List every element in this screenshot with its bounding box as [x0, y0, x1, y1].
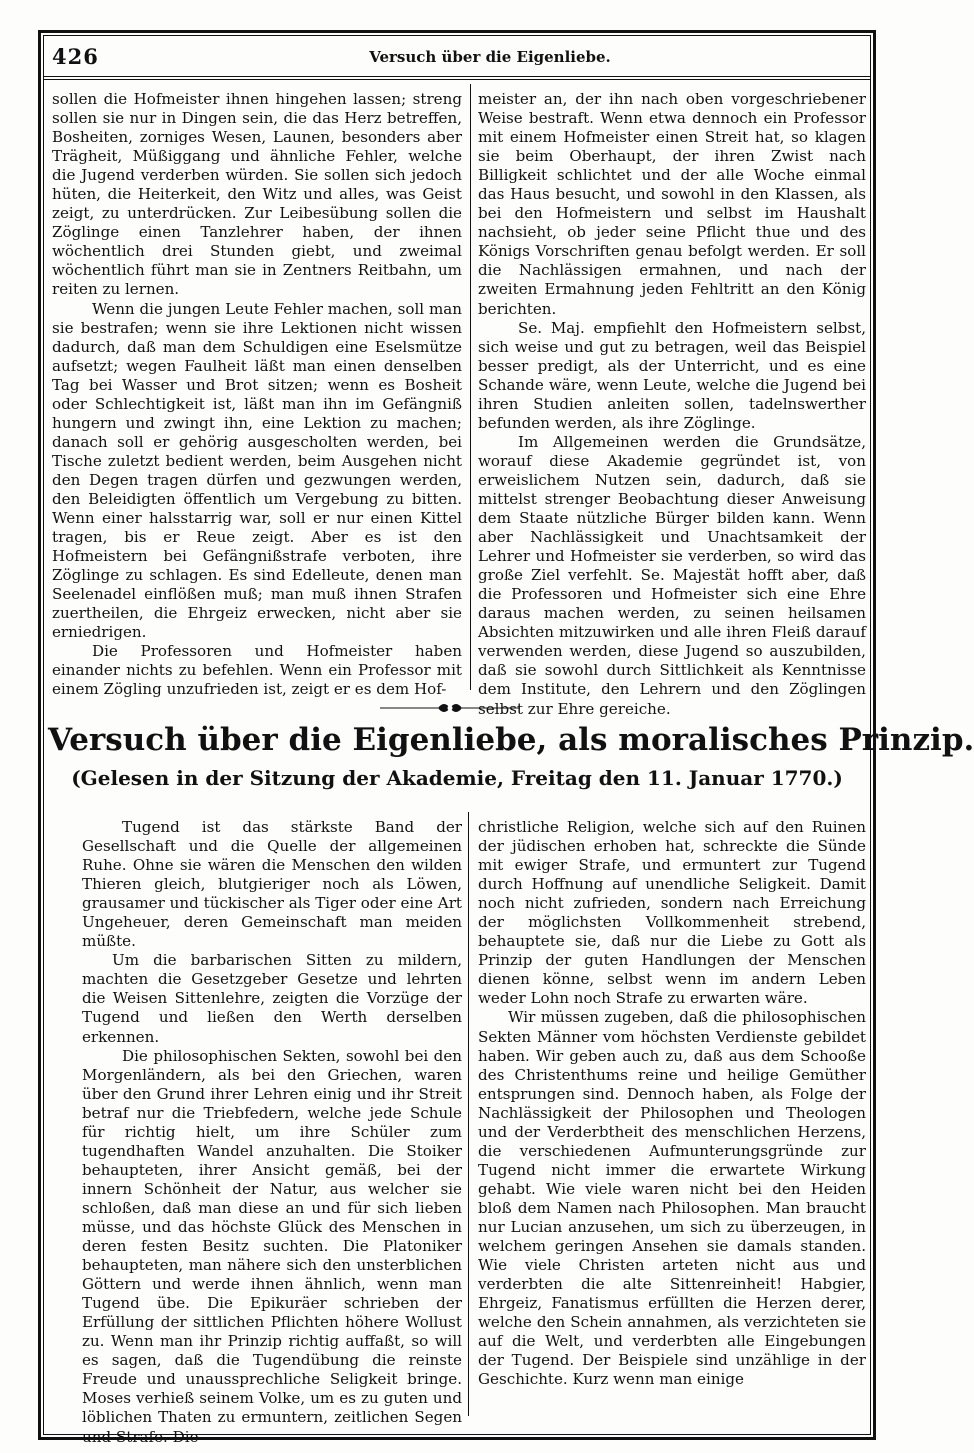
paragraph: Wir müssen zugeben, daß die philosophischen Sekten Männer vom höchsten Verdienste gebildet haben. Wir geben auch zu, daß aus dem Schooße des Christenthums reine und heilige Gemüther entsprungen sind. Dennoch haben, als Folge der Nachlässigkeit der Philosophen und Theologen und der Verderbtheit des menschlichen Herzens, die verschiedenen Aufmunterungsgründe zur Tugend nicht immer die erwartete Wirkung gehabt. Wie viele waren nicht bei den Heiden bloß dem Namen nach Philosophen. Man braucht nur Lucian anzusehen, um sich zu überzeugen, in welchem geringen Ansehen sie damals standen. Wie viele Christen arteten nicht aus und verderbten die alte Sittenreinheit! Habgier, Ehrgeiz, Fanatismus erfüllten die Herzen derer, welche den Schein annahmen, als verzichteten sie auf die Welt, und verderbten alle Eingebungen der Tugend. Der Beispiele sind unzählige in der Geschichte. Kurz wenn man einige — [478, 1008, 866, 1389]
header-rule-double — [43, 79, 871, 80]
lower-right-column — [478, 818, 866, 1416]
paragraph: Die Professoren und Hofmeister haben einander nichts zu befehlen. Wenn ein Professor mit einem Zögling unzufrieden ist, zeigt er es dem Hof- — [52, 642, 462, 699]
upper-right-column — [478, 90, 866, 718]
lower-left-column — [82, 818, 462, 1446]
paragraph: Im Allgemeinen werden die Grundsätze, worauf diese Akademie gegründet ist, von erweislichem Nutzen sein, dadurch, daß sie mittelst strenger Beobachtung dieser Anweisung dem Staate nützliche Bürger bilden kann. Wenn aber Nachlässigkeit und Unachtsamkeit der Lehrer und Hofmeister sie verderben, so wird das große Ziel verfehlt. Se. Majestät hofft aber, daß die Professoren und Hofmeister sich eine Ehre daraus machen werden, zu seinen heilsamen Absichten mitzuwirken und alle ihren Fleiß darauf verwenden werden, diese Jugend so auszubilden, daß sie sowohl durch Sittlichkeit als Kenntnisse dem Institute, den Lehrern und den Zöglingen selbst zur Ehre gereiche. — [478, 432, 866, 718]
page-number: 426 — [52, 44, 99, 69]
paragraph: Um die barbarischen Sitten zu mildern, machten die Gesetzgeber Gesetze und lehrten die Weisen Sittenlehre, zeigten die Vorzüge der Tugend und ließen den Werth derselben erkennen. — [82, 951, 462, 1046]
upper-left-column — [52, 90, 462, 699]
paragraph: Die philosophischen Sekten, sowohl bei den Morgenländern, als bei den Griechen, waren über den Grund ihrer Lehren einig und ihr Streit betraf nur die Triebfedern, welche jede Schule für richtig hielt, um ihre Schüler zum tugendhaften Wandel anzuhalten. Die Stoiker behaupteten, ihrer Ansicht gemäß, bei der innern Schönheit der Natur, aus welcher sie schloßen, daß man diese an und für sich lieben müsse, und das höchste Glück des Menschen in deren festen Besitz suchten. Die Platoniker behaupteten, man nähere sich den unsterblichen Göttern und werde ihnen ähnlich, wenn man Tugend übe. Die Epikuräer schrieben der Erfüllung der sittlichen Pflichten höhere Wollust zu. Wenn man ihr Prinzip richtig auffaßt, so will es sagen, daß die Tugendübung die reinste Freude und unaussprechliche Seligkeit bringe. Moses verhieß seinem Volke, um es zu guten und löblichen Thaten zu ermuntern, zeitlichen Segen und Strafe. Die — [82, 1046, 462, 1446]
header-rule — [43, 76, 871, 77]
paragraph: Tugend ist das stärkste Band der Gesellschaft und die Quelle der allgemeinen Ruhe. Ohne sie wären die Menschen den wilden Thieren gleich, blutgieriger noch als Löwen, grausamer und tückischer als Tiger oder eine Art Ungeheuer, deren Gemeinschaft man meiden müßte. — [82, 818, 462, 951]
column-rule — [470, 84, 471, 690]
paragraph: Se. Maj. empfiehlt den Hofmeistern selbst, sich weise und gut zu betragen, weil das Beispiel besser predigt, als der Unterricht, und es eine Schande wäre, wenn Leute, welche die Jugend bei ihren Studien anleiten sollen, tadelnswerther befunden werden, als ihre Zöglinge. — [478, 318, 866, 432]
running-head: Versuch über die Eigenliebe. — [369, 48, 611, 66]
paragraph: meister an, der ihn nach oben vorgeschriebener Weise bestraft. Wenn etwa dennoch ein Professor mit einem Hofmeister einen Streit hat, so klagen sie beim Oberhaupt, der ihren Zwist nach Billigkeit schlichtet und der alle Woche einmal das Haus besucht, und sowohl in den Klassen, als bei den Hofmeistern und selbst im Haushalt nachsieht, ob jeder seine Pflicht thue und des Königs Vorschriften genau befolgt werden. Er soll die Nachlässigen ermahnen, und nach der zweiten Ermahnung jeden Fehltritt an den König berichten. — [478, 90, 866, 318]
paragraph: Wenn die jungen Leute Fehler machen, soll man sie bestrafen; wenn sie ihre Lektionen nicht wissen dadurch, daß man dem Schuldigen eine Eselsmütze aufsetzt; wegen Faulheit läßt man einen denselben Tag bei Wasser und Brot sitzen; wenn es Bosheit oder Schlechtigkeit ist, läßt man ihn im Gefängniß hungern und zwingt ihn, eine Lektion zu machen; danach soll er gehörig ausgescholten werden, bei Tische zuletzt bedient werden, beim Ausgehen nicht den Degen tragen dürfen und gezwungen werden, den Beleidigten öffentlich um Vergebung zu bitten. Wenn einer halsstarrig war, soll er nur einen Kittel tragen, bis er Reue zeigt. Aber es ist den Hofmeistern bei Gefängnißstrafe verboten, ihre Zöglinge zu schlagen. Es sind Edelleute, denen man Seelenadel einflößen muß; man muß ihnen Strafen zuertheilen, die Ehrgeiz erwecken, nicht aber sie erniedrigen. — [52, 299, 462, 642]
column-rule — [468, 812, 469, 1416]
paragraph: christliche Religion, welche sich auf den Ruinen der jüdischen erhoben hat, schreckte die Sünde mit ewiger Strafe, und ermuntert zur Tugend durch Hoffnung auf unendliche Seligkeit. Damit noch nicht zufrieden, sondern nach Erreichung der möglichsten Vollkommenheit strebend, behauptete sie, daß nur die Liebe zu Gott als Prinzip der guten Handlungen der Menschen dienen könne, selbst wenn im andern Leben weder Lohn noch Strafe zu erwarten wäre. — [478, 818, 866, 1008]
section-subtitle: (Gelesen in der Sitzung der Akademie, Freitag den 11. Januar 1770.) — [71, 766, 843, 790]
section-ornament — [380, 696, 520, 720]
section-title: Versuch über die Eigenliebe, als moralisches Prinzip. — [48, 722, 974, 758]
paragraph: sollen die Hofmeister ihnen hingehen lassen; streng sollen sie nur in Dingen sein, die das Herz betreffen, Bosheiten, zorniges Wesen, Launen, besonders aber Trägheit, Müßiggang und ähnliche Fehler, welche die Jugend verderben würden. Sie sollen sich jedoch hüten, die Heiterkeit, den Witz und alles, was Geist zeigt, zu unterdrücken. Zur Leibesübung sollen die Zöglinge einen Tanzlehrer haben, der ihnen wöchentlich drei Stunden giebt, und zweimal wöchentlich führt man sie in Zentners Reitbahn, um reiten zu lernen. — [52, 90, 462, 299]
